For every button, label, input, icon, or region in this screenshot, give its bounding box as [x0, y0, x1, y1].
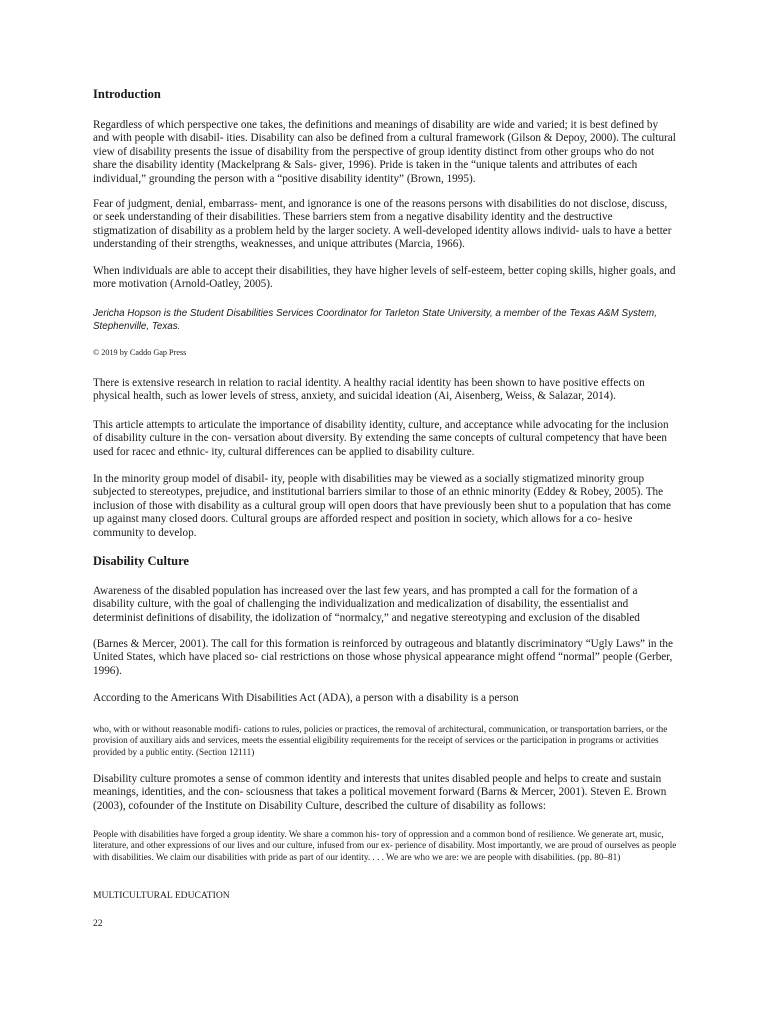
culture-paragraph-1: Awareness of the disabled population has increased over the last few years, and has prompted a call for the formation of a disability culture, with the goal of challenging the individualization and medicalization of disability, the essentialist and determinist definitions of disability, the idolization of “normalcy,” and negative stereotyping and exclusion of the disabled: [93, 585, 640, 624]
body-paragraph-1: There is extensive research in relation to racial identity. A healthy racial identity has been shown to have positive effects on physical health, such as lower levels of stress, anxiety, and suicidal ideation (Ai, Aisenberg, Weiss, & Salazar, 2014).: [93, 377, 645, 403]
intro-paragraph-2: Fear of judgment, denial, embarrass- ment, and ignorance is one of the reasons persons with disabilities do not disclose, discuss, or seek understanding of their disabilities. These barriers stem from a negative disability identity and the destructive stigmatization of disability as a problem held by the larger society. A well-developed identity allows individ- uals to have a better understanding of their strengths, weaknesses, and unique attributes (Marcia, 1966).: [93, 198, 672, 251]
body-paragraph-2: This article attempts to articulate the importance of disability identity, culture, and acceptance while advocating for the inclusion of disability culture in the con- versation about diversity. By extending the same concepts of cultural competency that have been used for racec and ethnic- ity, cultural differences can be applied to disability culture.: [93, 419, 669, 458]
copyright-notice: © 2019 by Caddo Gap Press: [93, 348, 187, 357]
culture-paragraph-4: Disability culture promotes a sense of common identity and interests that unites disabled people and helps to create and sustain meanings, identities, and the con- sciousness that takes a political movement forward (Barns & Mercer, 2001). Steven E. Brown (2003), cofounder of the Institute on Disability Culture, described the culture of disability as follows:: [93, 773, 667, 812]
journal-title-footer: MULTICULTURAL EDUCATION: [93, 890, 230, 901]
introduction-heading: Introduction: [93, 87, 161, 101]
author-note: Jericha Hopson is the Student Disabilities Services Coordinator for Tarleton State University, a member of the Texas A&M System, Stephenville, Texas.: [93, 308, 657, 332]
page-number: 22: [93, 918, 103, 929]
ada-block-quote: who, with or without reasonable modifi- cations to rules, policies or practices, the removal of architectural, communication, or transportation barriers, or the provision of auxiliary aids and services, meets the essential eligibility requirements for the receipt of services or the participation in programs or activities provided by a public entity. (Section 12111): [93, 724, 668, 757]
intro-paragraph-3: When individuals are able to accept their disabilities, they have higher levels of self-esteem, better coping skills, higher goals, and more motivation (Arnold-Oatley, 2005).: [93, 265, 676, 291]
brown-block-quote: People with disabilities have forged a group identity. We share a common his- tory of oppression and a common bond of resilience. We generate art, music, literature, and other expressions of our lives and our culture, infused from our ex- perience of disability. Most importantly, we are proud of ourselves as people with disabilities. We claim our disabilities with pride as part of our identity. . . . We are who we are: we are people with disabilities. (pp. 80–81): [93, 829, 677, 862]
culture-paragraph-2: (Barnes & Mercer, 2001). The call for this formation is reinforced by outrageous and blatantly discriminatory “Ugly Laws” in the United States, which have placed so- cial restrictions on those whose physical appearance might offend “normal” people (Gerber, 1996).: [93, 638, 673, 677]
intro-paragraph-1: Regardless of which perspective one takes, the definitions and meanings of disability are wide and varied; it is best defined by and with people with disabil- ities. Disability can also be defined from a cultural framework (Gilson & Depoy, 2000). The cultural view of disability presents the issue of disability from the perspective of group identity distinct from other groups who do not share the disability identity (Mackelprang & Sals- giver, 1996). Pride is taken in the “unique talents and attributes of each individual,” grounding the person with a “positive disability identity” (Brown, 1995).: [93, 119, 676, 185]
disability-culture-heading: Disability Culture: [93, 554, 189, 568]
body-paragraph-3: In the minority group model of disabil- ity, people with disabilities may be viewed as a socially stigmatized minority group subjected to stereotypes, prejudice, and institutional barriers similar to those of an ethnic minority (Eddey & Robey, 2005). The inclusion of those with disability as a cultural group will open doors that have previously been shut to a population that has come up against many closed doors. Cultural groups are afforded respect and position in society, which allows for a co- hesive community to develop.: [93, 473, 671, 539]
culture-paragraph-3: According to the Americans With Disabilities Act (ADA), a person with a disability is a person: [93, 692, 519, 704]
